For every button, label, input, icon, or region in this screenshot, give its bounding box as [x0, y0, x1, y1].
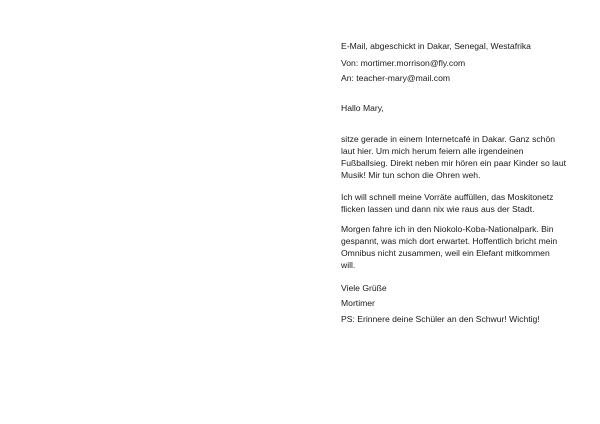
body-paragraph-1: sitze gerade in einem Internetcafé in Dakar. Ganz schön laut hier. Um mich herum feiern alle irgendeinen Fußballsieg. Direkt neben mir hören ein paar Kinder so laut Musik! Mir tun schon die Ohren weh.: [341, 134, 566, 180]
postscript-line: PS: Erinnere deine Schüler an den Schwur! Wichtig!: [341, 314, 540, 324]
signature-line: Mortimer: [341, 298, 375, 308]
to-line: An: teacher-mary@mail.com: [341, 73, 451, 83]
greeting: Hallo Mary,: [341, 103, 384, 113]
body-paragraph-2: Ich will schnell meine Vorräte auffüllen, das Moskitonetz flicken lassen und dann nix wie raus aus der Stadt.: [341, 192, 554, 214]
sent-from-line: E-Mail, abgeschickt in Dakar, Senegal, Westafrika: [341, 41, 531, 51]
regards-line: Viele Grüße: [341, 283, 387, 293]
from-line: Von: mortimer.morrison@fly.com: [341, 58, 466, 68]
body-paragraph-3: Morgen fahre ich in den Niokolo-Koba-Nationalpark. Bin gespannt, was mich dort erwartet. Hoffentlich bricht mein Omnibus nicht zusammen, weil ein Elefant mitkommen will.: [341, 224, 558, 270]
